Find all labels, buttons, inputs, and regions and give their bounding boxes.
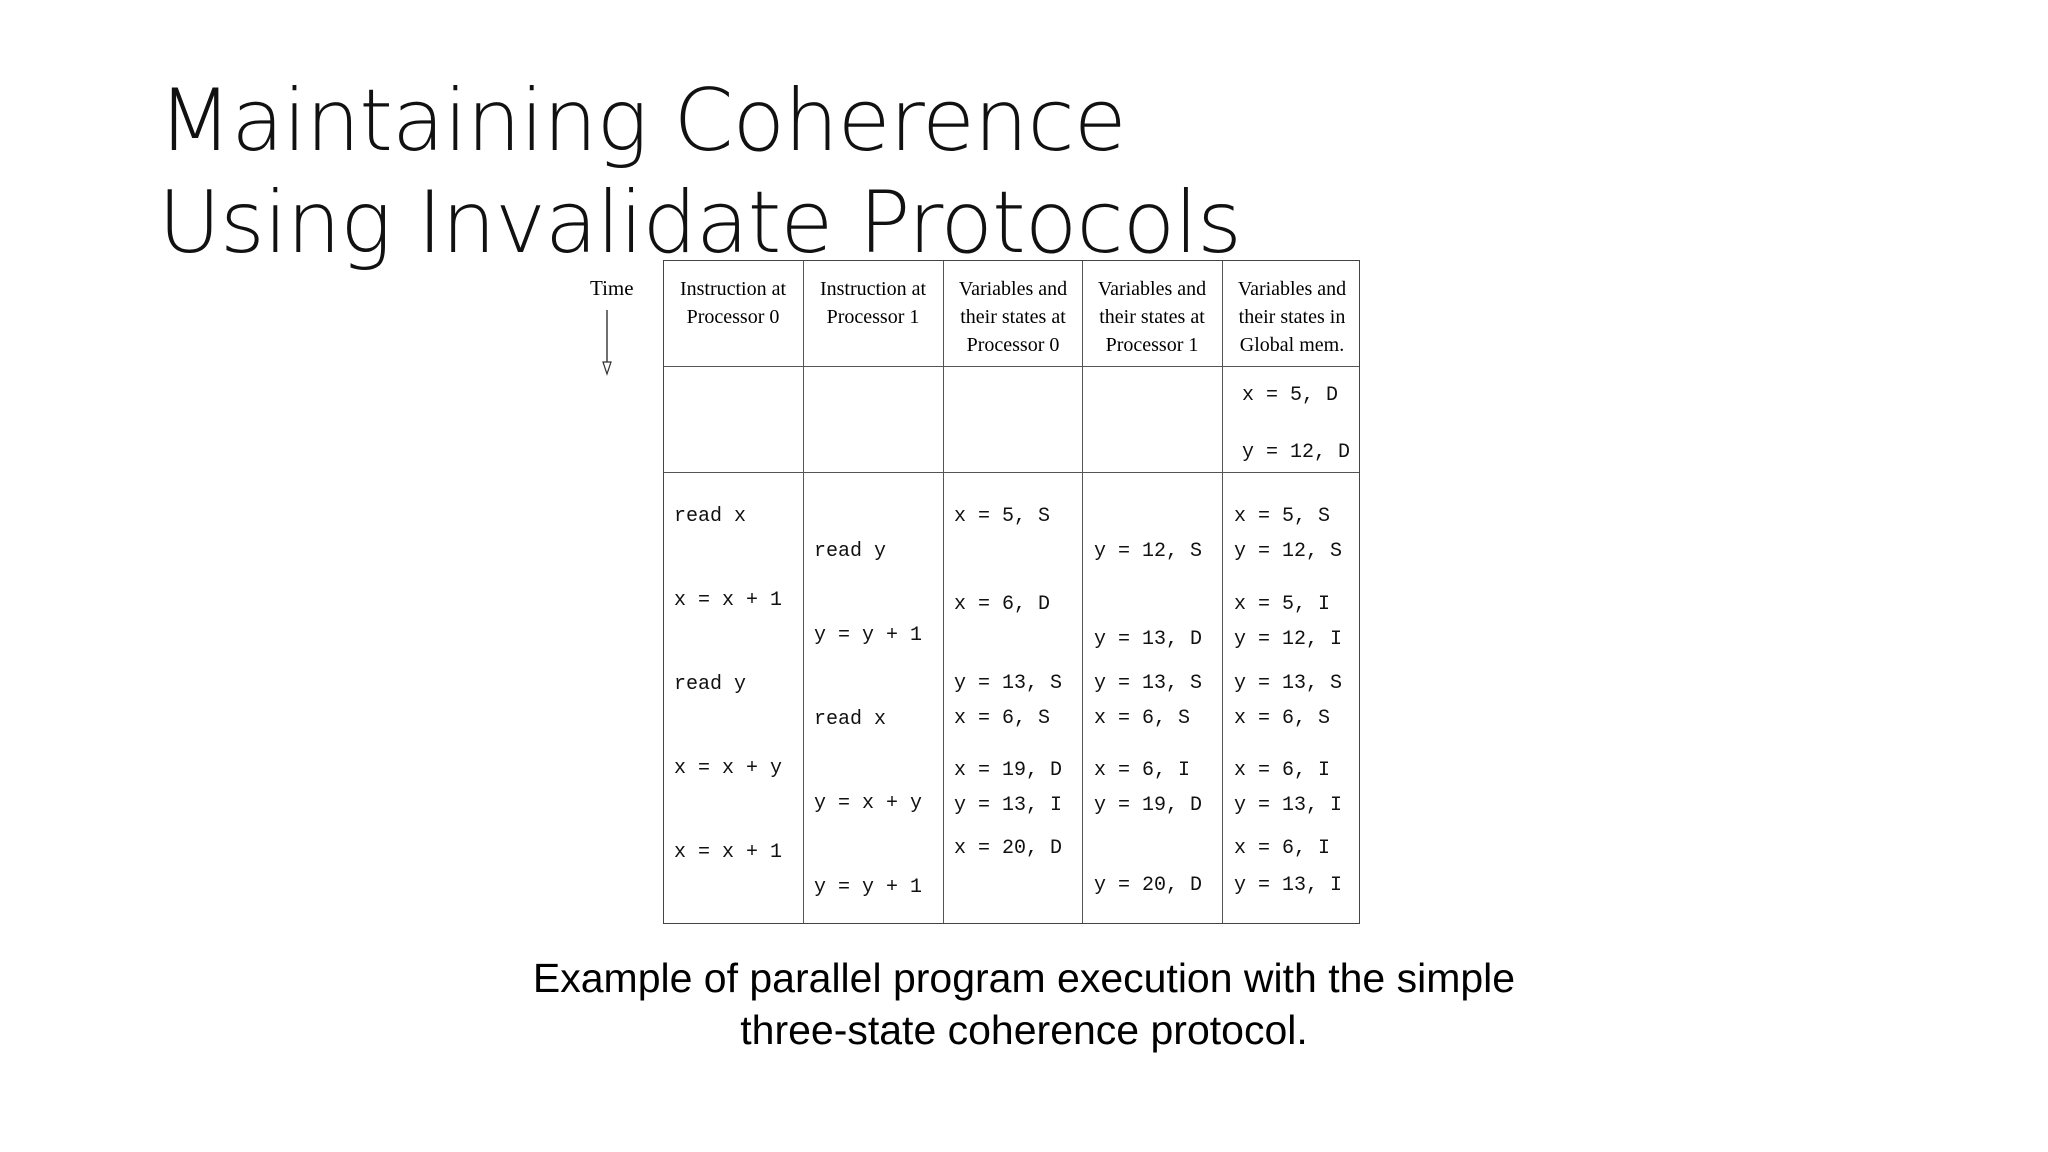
- proc0-instruction: x = x + 1: [674, 589, 783, 612]
- header-instruction-processor-0: Instruction at Processor 0: [679, 278, 787, 328]
- proc1-instruction: y = y + 1: [814, 624, 923, 647]
- proc1-instruction: read y: [814, 540, 887, 563]
- proc0-instruction: read y: [674, 673, 747, 696]
- header-states-processor-0: Variables and their states at Processor 0: [958, 278, 1068, 356]
- proc0-state: x = 19, D: [954, 759, 1063, 782]
- row-divider: [664, 366, 1359, 367]
- initial-global-y: y = 12, D: [1242, 441, 1351, 464]
- caption-line-2: three-state coherence protocol.: [740, 1007, 1308, 1053]
- proc1-state: y = 13, S: [1094, 672, 1203, 695]
- global-state: x = 6, I: [1234, 759, 1331, 782]
- header-instruction-processor-1: Instruction at Processor 1: [819, 278, 927, 328]
- column-divider: [1222, 261, 1223, 923]
- column-divider: [1082, 261, 1083, 923]
- proc1-state: x = 6, S: [1094, 707, 1191, 730]
- proc0-state: x = 20, D: [954, 837, 1063, 860]
- column-divider: [803, 261, 804, 923]
- proc0-instruction: x = x + y: [674, 757, 783, 780]
- proc1-state: y = 19, D: [1094, 794, 1203, 817]
- header-states-processor-1: Variables and their states at Processor 1: [1097, 278, 1207, 356]
- caption-line-1: Example of parallel program execution with the simple: [532, 955, 1516, 1001]
- proc1-state: y = 13, D: [1094, 628, 1203, 651]
- proc0-state: x = 6, D: [954, 593, 1051, 616]
- slide-title-line-1: Maintaining Coherence: [158, 71, 1126, 171]
- global-state: y = 13, I: [1234, 794, 1343, 817]
- initial-global-x: x = 5, D: [1242, 384, 1339, 407]
- proc0-state: x = 6, S: [954, 707, 1051, 730]
- global-state: x = 5, I: [1234, 593, 1331, 616]
- proc0-state: x = 5, S: [954, 505, 1051, 528]
- global-state: y = 12, I: [1234, 628, 1343, 651]
- proc1-instruction: read x: [814, 708, 887, 731]
- column-divider: [943, 261, 944, 923]
- figure-caption: [0, 952, 2048, 1056]
- proc0-state: y = 13, S: [954, 672, 1063, 695]
- proc1-instruction: y = x + y: [814, 792, 923, 815]
- header-states-global-mem: Variables and their states in Global mem.: [1237, 278, 1347, 356]
- slide-title-line-2: Using Invalidate Protocols: [158, 173, 1241, 273]
- time-label: Time: [590, 276, 634, 300]
- proc0-state: y = 13, I: [954, 794, 1063, 817]
- slide-title: [158, 70, 1241, 274]
- row-divider: [664, 472, 1359, 473]
- proc1-state: y = 12, S: [1094, 540, 1203, 563]
- time-arrow-icon: [600, 310, 614, 376]
- global-state: x = 6, S: [1234, 707, 1331, 730]
- proc1-instruction: y = y + 1: [814, 876, 923, 899]
- global-state: x = 6, I: [1234, 837, 1331, 860]
- coherence-table: [663, 260, 1360, 924]
- proc1-state: x = 6, I: [1094, 759, 1191, 782]
- proc0-instruction: read x: [674, 505, 747, 528]
- global-state: y = 13, S: [1234, 672, 1343, 695]
- global-state: x = 5, S: [1234, 505, 1331, 528]
- global-state: y = 13, I: [1234, 874, 1343, 897]
- proc0-instruction: x = x + 1: [674, 841, 783, 864]
- proc1-state: y = 20, D: [1094, 874, 1203, 897]
- global-state: y = 12, S: [1234, 540, 1343, 563]
